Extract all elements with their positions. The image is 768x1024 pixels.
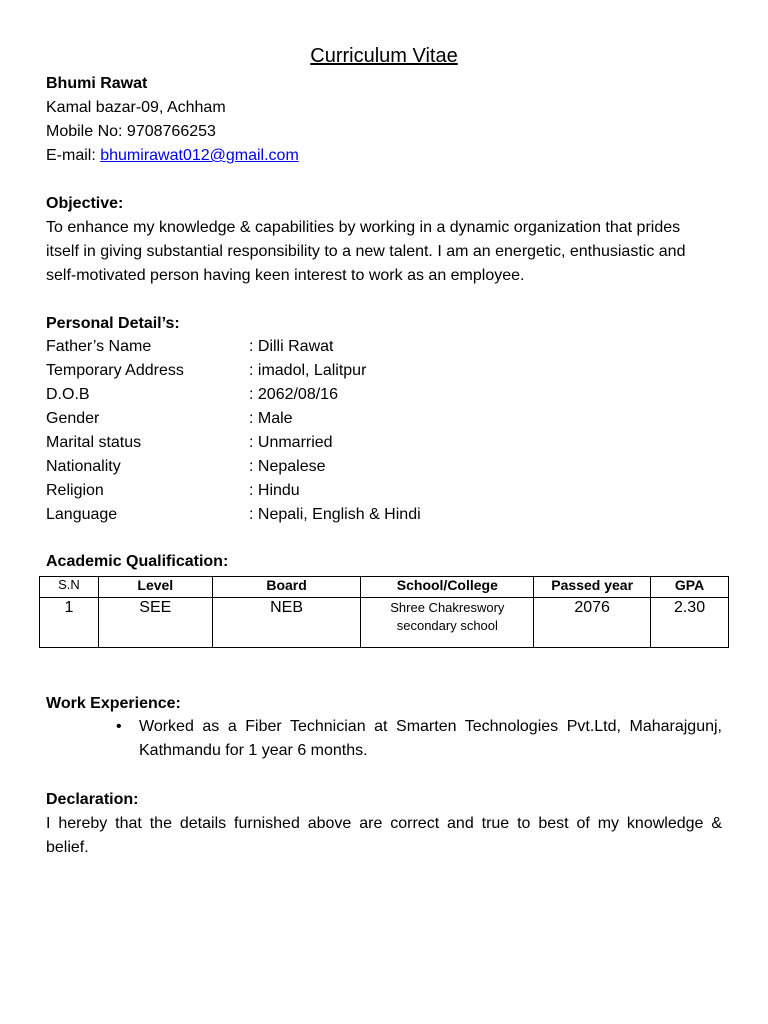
table-header-row	[40, 577, 729, 598]
personal-value: : imadol, Lalitpur	[249, 362, 367, 379]
personal-label: Nationality	[46, 458, 121, 475]
email-label: E-mail:	[46, 147, 101, 164]
objective-line: To enhance my knowledge & capabilities by working in a dynamic organization that prides	[46, 219, 681, 236]
cell-school	[361, 598, 534, 648]
column-header-passed-year: Passed year	[534, 577, 651, 598]
personal-label: Father’s Name	[46, 338, 152, 355]
personal-value: : Hindu	[249, 482, 300, 499]
email-line	[46, 144, 299, 168]
column-header-sn: S.N	[40, 577, 99, 598]
personal-label: Religion	[46, 482, 104, 499]
work-heading: Work Experience:	[46, 695, 181, 712]
cell-level: SEE	[98, 598, 212, 648]
declaration-heading: Declaration:	[46, 791, 139, 808]
declaration-line: I hereby that the details furnished above are correct and true to best of my knowledge &	[46, 815, 722, 832]
column-header-gpa: GPA	[651, 577, 729, 598]
mobile-label: Mobile No:	[46, 123, 127, 140]
mobile-line	[46, 120, 216, 144]
cell-passed-year: 2076	[534, 598, 651, 648]
personal-row	[46, 383, 722, 407]
personal-row	[46, 503, 722, 527]
personal-value: : Nepalese	[249, 458, 326, 475]
personal-row	[46, 479, 722, 503]
cell-board: NEB	[212, 598, 361, 648]
bullet-icon: •	[116, 718, 122, 735]
personal-label: Gender	[46, 410, 100, 427]
objective-line: itself in giving substantial responsibility to a new talent. I am an energetic, enthusiastic and	[46, 243, 686, 260]
personal-row	[46, 359, 722, 383]
email-link[interactable]: bhumirawat012@gmail.com	[100, 147, 299, 164]
column-header-school: School/College	[361, 577, 534, 598]
address-line: Kamal bazar-09, Achham	[46, 99, 226, 116]
cell-sn: 1	[40, 598, 99, 648]
table-row	[40, 598, 729, 648]
cell-gpa: 2.30	[651, 598, 729, 648]
objective-line: self-motivated person having keen interest to work as an employee.	[46, 267, 525, 284]
personal-value: : Nepali, English & Hindi	[249, 506, 421, 523]
objective-heading: Objective:	[46, 195, 124, 212]
column-header-level: Level	[98, 577, 212, 598]
column-header-board: Board	[212, 577, 361, 598]
mobile-number: 9708766253	[126, 123, 216, 140]
document-title: Curriculum Vitae	[310, 45, 458, 67]
personal-heading: Personal Detail’s:	[46, 315, 180, 332]
personal-row	[46, 455, 722, 479]
personal-row	[46, 407, 722, 431]
personal-label: D.O.B	[46, 386, 90, 403]
personal-value: : Unmarried	[249, 434, 333, 451]
personal-value: : 2062/08/16	[249, 386, 338, 403]
school-line: Shree Chakreswory	[390, 600, 505, 615]
academic-heading: Academic Qualification:	[46, 553, 229, 570]
work-item: Worked as a Fiber Technician at Smarten Technologies Pvt.Ltd, Maharajgunj, Kathmandu for 1 year 6 months.	[139, 718, 722, 759]
personal-label: Temporary Address	[46, 362, 184, 379]
school-line: secondary school	[396, 618, 498, 633]
academic-table	[39, 576, 729, 648]
personal-value: : Dilli Rawat	[249, 338, 334, 355]
personal-value: : Male	[249, 410, 293, 427]
personal-row	[46, 431, 722, 455]
personal-row	[46, 335, 722, 359]
candidate-name: Bhumi Rawat	[46, 75, 148, 92]
declaration-line: belief.	[46, 839, 89, 856]
personal-label: Marital status	[46, 434, 142, 451]
personal-label: Language	[46, 506, 118, 523]
